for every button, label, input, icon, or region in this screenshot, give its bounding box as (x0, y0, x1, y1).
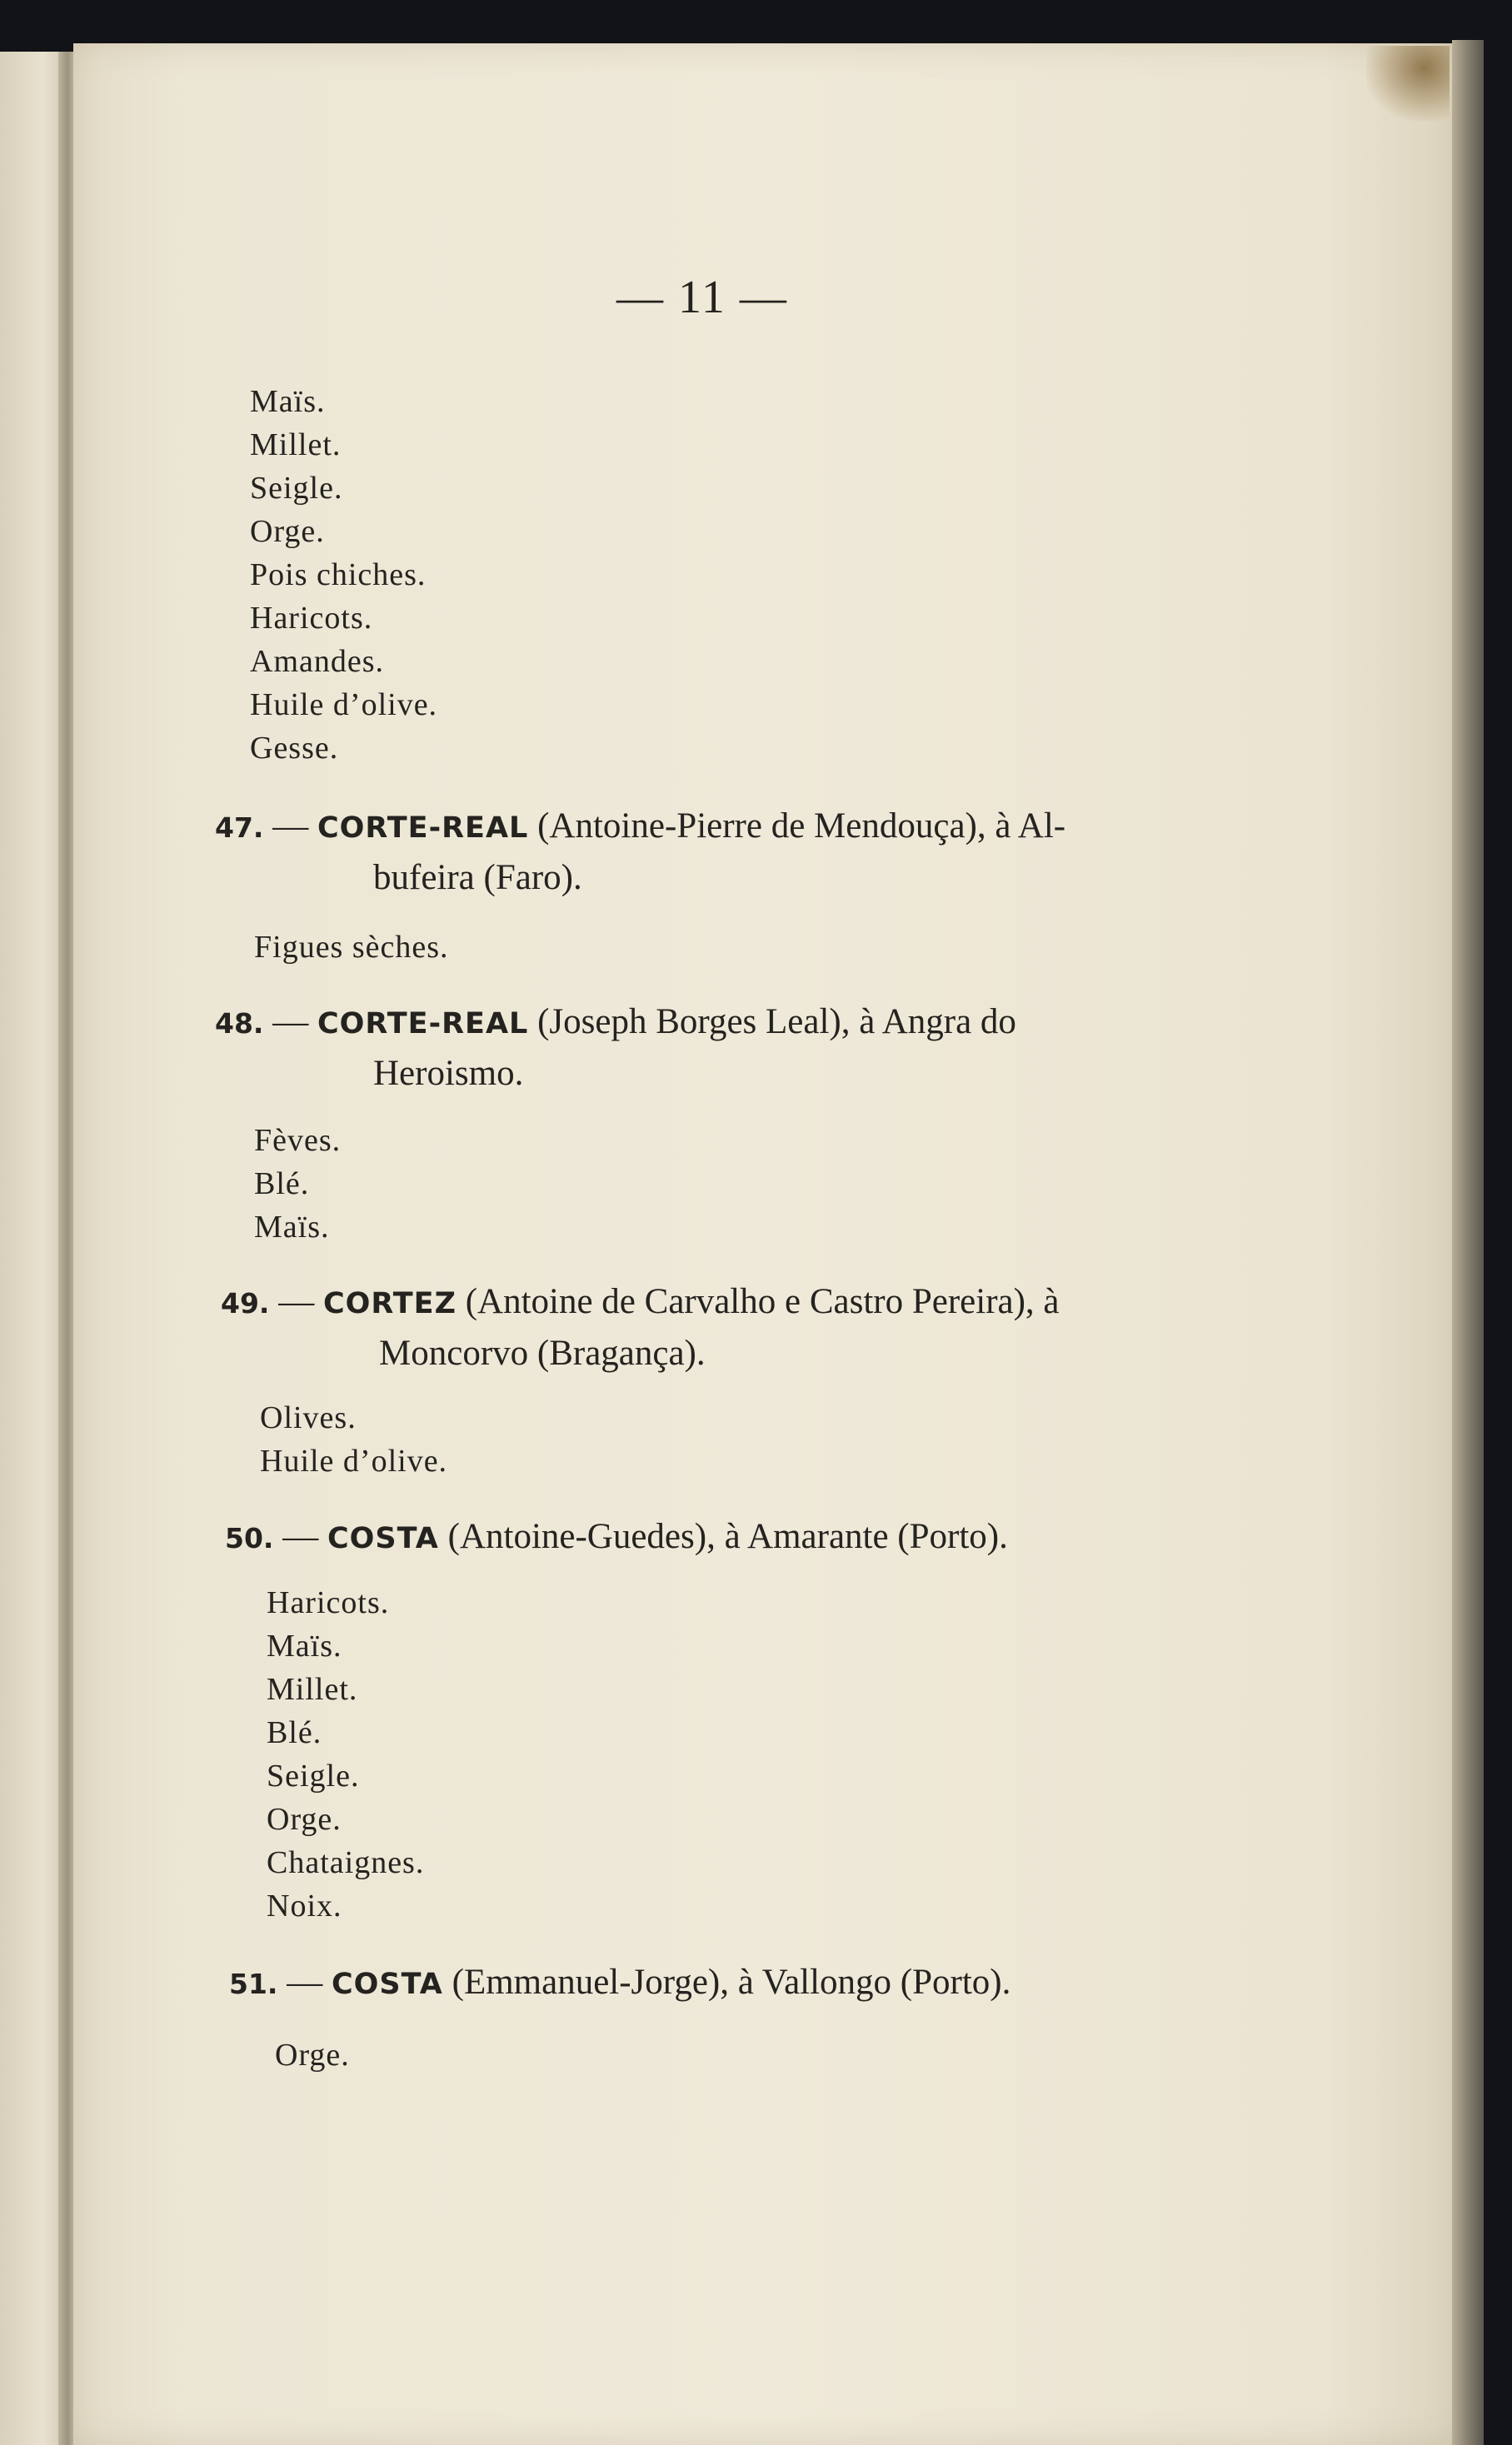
entry-line1: (Emmanuel-Jorge), à Vallongo (Porto). (442, 1963, 1011, 2002)
entry-49 (221, 1277, 1312, 1379)
list-item: Olives. (260, 1400, 357, 1435)
entry-dash: — (269, 1282, 323, 1321)
entry-name: CORTE-REAL (317, 1007, 529, 1040)
page-stack-edge (1452, 40, 1484, 2445)
entry-50 (225, 1512, 1316, 1564)
list-item: Fèves. (254, 1123, 342, 1158)
entry-line1: (Antoine-Pierre de Mendouça), à Al- (528, 806, 1066, 846)
page-stain (1366, 46, 1450, 121)
entry-line1: (Joseph Borges Leal), à Angra do (528, 1002, 1016, 1041)
entry-number: 49. (221, 1287, 270, 1320)
list-item: Pois chiches. (250, 557, 427, 592)
list-item: Huile d’olive. (250, 687, 438, 722)
entry-line1: (Antoine de Carvalho e Castro Pereira), à (456, 1282, 1060, 1321)
entry-48 (215, 997, 1306, 1099)
entry-number: 48. (215, 1007, 264, 1040)
entry-number: 51. (229, 1968, 278, 2000)
entry-47 (215, 801, 1306, 903)
entry-dash: — (263, 1002, 317, 1041)
list-item: Seigle. (250, 471, 343, 506)
list-item: Gesse. (250, 731, 339, 766)
entry-line1: (Antoine-Guedes), à Amarante (Porto). (438, 1517, 1008, 1556)
list-item: Blé. (254, 1166, 310, 1201)
entry-number: 50. (225, 1522, 274, 1554)
list-item: Orge. (267, 1802, 342, 1837)
list-item: Seigle. (267, 1759, 360, 1794)
list-item: Maïs. (250, 384, 326, 419)
entry-51 (229, 1958, 1320, 2009)
list-item: Millet. (250, 427, 342, 462)
list-item: Haricots. (267, 1585, 390, 1620)
entry-line2: Moncorvo (Bragança). (379, 1334, 706, 1373)
list-item: Figues sèches. (254, 930, 449, 965)
entry-dash: — (273, 1517, 327, 1556)
entry-number: 47. (215, 811, 264, 844)
list-item: Haricots. (250, 601, 373, 636)
entry-name: COSTA (327, 1522, 439, 1555)
entry-line2: Heroismo. (373, 1054, 524, 1093)
list-item: Amandes. (250, 644, 385, 679)
list-item: Chataignes. (267, 1845, 425, 1880)
list-item: Orge. (275, 2038, 350, 2073)
entry-dash: — (277, 1963, 332, 2002)
entry-name: CORTE-REAL (317, 811, 529, 845)
list-item: Noix. (267, 1889, 342, 1924)
entry-name: CORTEZ (322, 1287, 457, 1320)
list-item: Orge. (250, 514, 325, 549)
list-item: Blé. (267, 1715, 322, 1750)
list-item: Millet. (267, 1672, 358, 1707)
entry-dash: — (263, 806, 317, 846)
entry-line2: bufeira (Faro). (373, 858, 582, 897)
list-item: Maïs. (254, 1210, 330, 1245)
page-number: — 11 — (616, 272, 788, 323)
entry-name: COSTA (331, 1968, 443, 2001)
list-item: Maïs. (267, 1629, 342, 1664)
list-item: Huile d’olive. (260, 1444, 448, 1479)
